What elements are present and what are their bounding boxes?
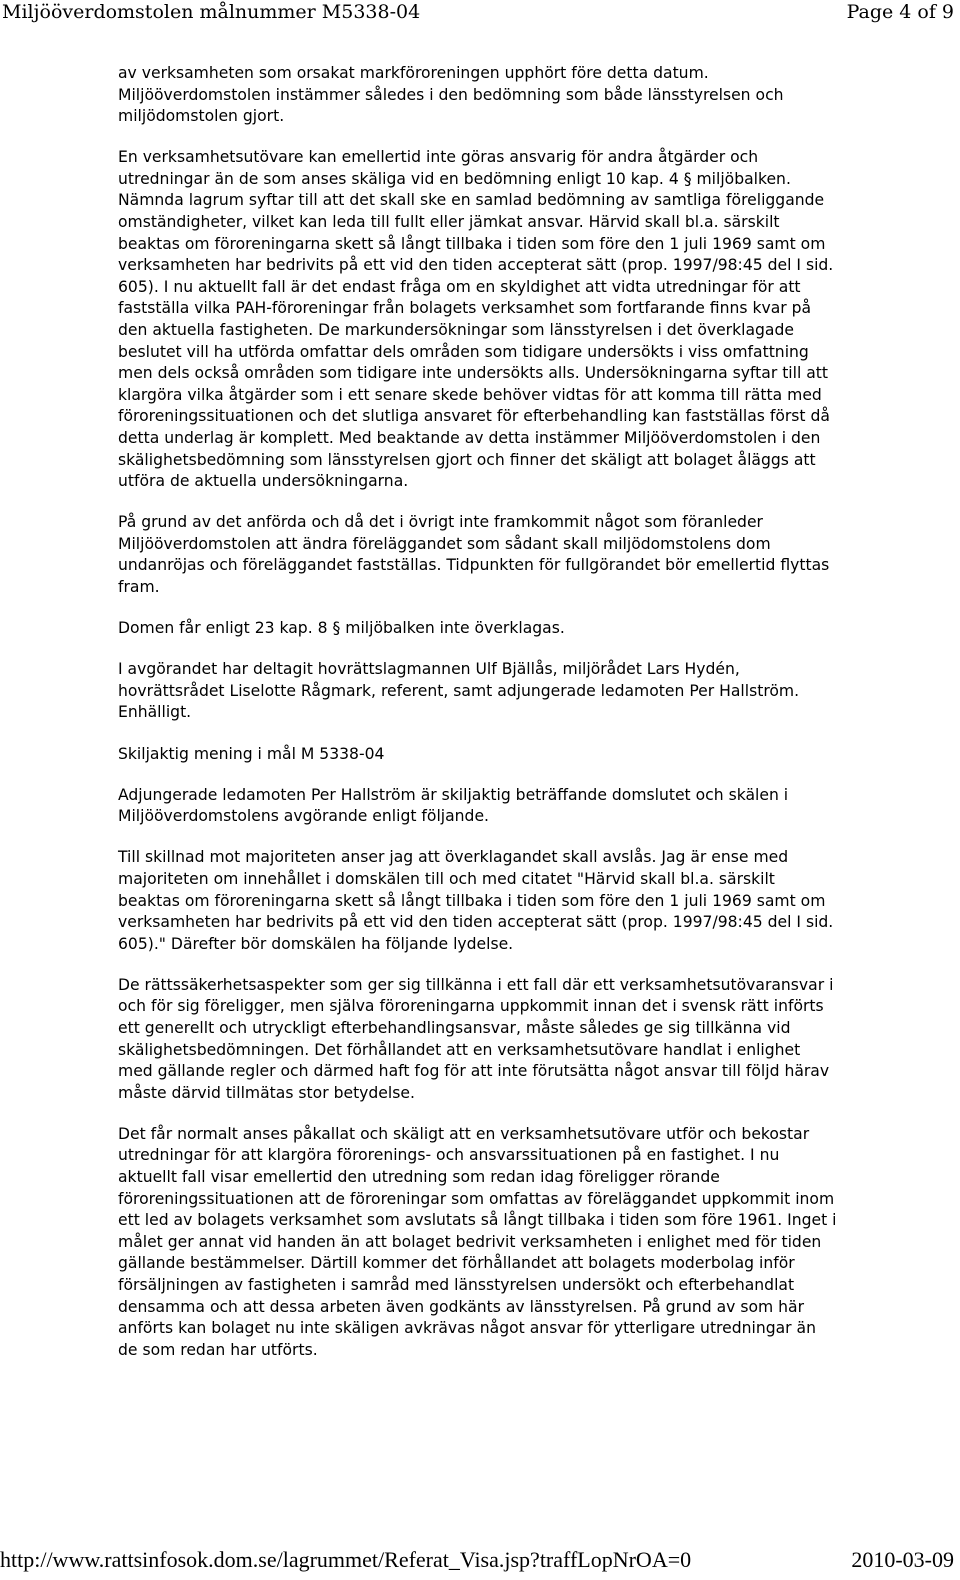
paragraph: Det får normalt anses påkallat och skäligt att en verksamhetsutövare utför och bekostar utredningar för att klargöra förorenings- och ansvarssituationen på en fastighet. I nu aktuellt fall visar emellertid den utredning som redan idag föreligger rörande föroreningssituationen att de föroreningar som omfattas av föreläggandet uppkommit inom ett led av bolagets verksamhet som avslutats så långt tillbaka i tiden som före 1961. Inget i målet ger annat vid handen än att bolaget bedrivit verksamheten i enlighet med för tiden gällande bestämmelser. Därtill kommer det förhållandet att bolagets moderbolag inför försäljningen av fastigheten i samråd med länsstyrelsen undersökt och efterbehandlat densamma och att dessa arbeten även godkänts av länsstyrelsen. På grund av som här anförts kan bolaget nu inte skäligen avkrävas något ansvar för ytterligare utredningar än de som redan har utförts.: [118, 1124, 837, 1359]
paragraph: av verksamheten som orsakat markföroreningen upphört före detta datum. Miljööverdomstolen instämmer således i den bedömning som både länsstyrelsen och miljödomstolen gjort.: [118, 64, 784, 126]
paragraph: De rättssäkerhetsaspekter som ger sig tillkänna i ett fall där ett verksamhetsutövaransvar i och för sig föreligger, men själva föroreningarna uppkommit innan det i svensk rätt införts ett generellt och utryckligt efterbehandlingsansvar, måste således ge sig tillkänna vid skälighetsbedömningen. Det förhållandet att en verksamhetsutövare handlat i enlighet med gällande regler och därmed haft fog för att inte förutsätta något ansvar till följd härav måste därvid tillmätas stor betydelse.: [118, 975, 834, 1102]
print-date: 2010-03-09: [851, 1547, 954, 1572]
section-heading: Skiljaktig mening i mål M 5338-04: [118, 744, 385, 763]
paragraph: En verksamhetsutövare kan emellertid inte göras ansvarig för andra åtgärder och utredningar än de som anses skäliga vid en bedömning enligt 10 kap. 4 § miljöbalken. Nämnda lagrum syftar till att det skall ske en samlad bedömning av samtliga föreliggande omständigheter, vilket kan leda till fullt eller jämkat ansvar. Härvid skall bl.a. särskilt beaktas om föroreningarna skett så långt tillbaka i tiden som före den 1 juli 1969 samt om verksamheten har bedrivits på ett vid den tiden accepterat sätt (prop. 1997/98:45 del I sid. 605). I nu aktuellt fall är det endast fråga om en skyldighet att vidta utredningar för att fastställa vilka PAH-föroreningar från bolagets verksamhet som fortfarande finns kvar på den aktuella fastigheten. De markundersökningar som länsstyrelsen i det överklagade beslutet vill ha utförda omfattar dels områden som tidigare undersökts i viss omfattning men dels också områden som tidigare inte undersökts alls. Undersökningarna syftar till att klargöra vilka åtgärder som i ett senare skede behöver vidtas för att komma till rätta med föroreningssituationen och det slutliga ansvaret för efterbehandling kan fastställas först då detta underlag är komplett. Med beaktande av detta instämmer Miljööverdomstolen i den skälighetsbedömning som länsstyrelsen gjort och finner det skäligt att bolaget åläggs att utföra de aktuella undersökningarna.: [118, 148, 834, 491]
paragraph: Adjungerade ledamoten Per Hallström är skiljaktig beträffande domslutet och skälen i Miljööverdomstolens avgörande enligt följande.: [118, 785, 789, 826]
page-header: [0, 0, 960, 30]
paragraph: På grund av det anförda och då det i övrigt inte framkommit något som föranleder Miljööverdomstolen att ändra föreläggandet som sådant skall miljödomstolens dom undanröjas och föreläggandet fastställas. Tidpunkten för fullgörandet bör emellertid flyttas fram.: [118, 513, 830, 597]
document-title: Miljööverdomstolen målnummer M5338-04: [2, 1, 421, 23]
document-body: [118, 63, 838, 1381]
paragraph: Till skillnad mot majoriteten anser jag att överklagandet skall avslås. Jag är ense med majoriteten om innehållet i domskälen till och med citatet "Härvid skall bl.a. särskilt beaktas om föroreningarna skett så långt tillbaka i tiden som före den 1 juli 1969 samt om verksamheten har bedrivits på ett vid den tiden accepterat sätt (prop. 1997/98:45 del I sid. 605)." Därefter bör domskälen ha följande lydelse.: [118, 848, 834, 953]
source-url: http://www.rattsinfosok.dom.se/lagrummet/Referat_Visa.jsp?traffLopNrOA=0: [0, 1547, 692, 1572]
paragraph: Domen får enligt 23 kap. 8 § miljöbalken inte överklagas.: [118, 619, 565, 638]
page-number: Page 4 of 9: [846, 1, 954, 23]
page-footer: [0, 1547, 960, 1577]
paragraph: I avgörandet har deltagit hovrättslagmannen Ulf Bjällås, miljörådet Lars Hydén, hovrättsrådet Liselotte Rågmark, referent, samt adjungerade ledamoten Per Hallström. Enhälligt.: [118, 660, 800, 722]
